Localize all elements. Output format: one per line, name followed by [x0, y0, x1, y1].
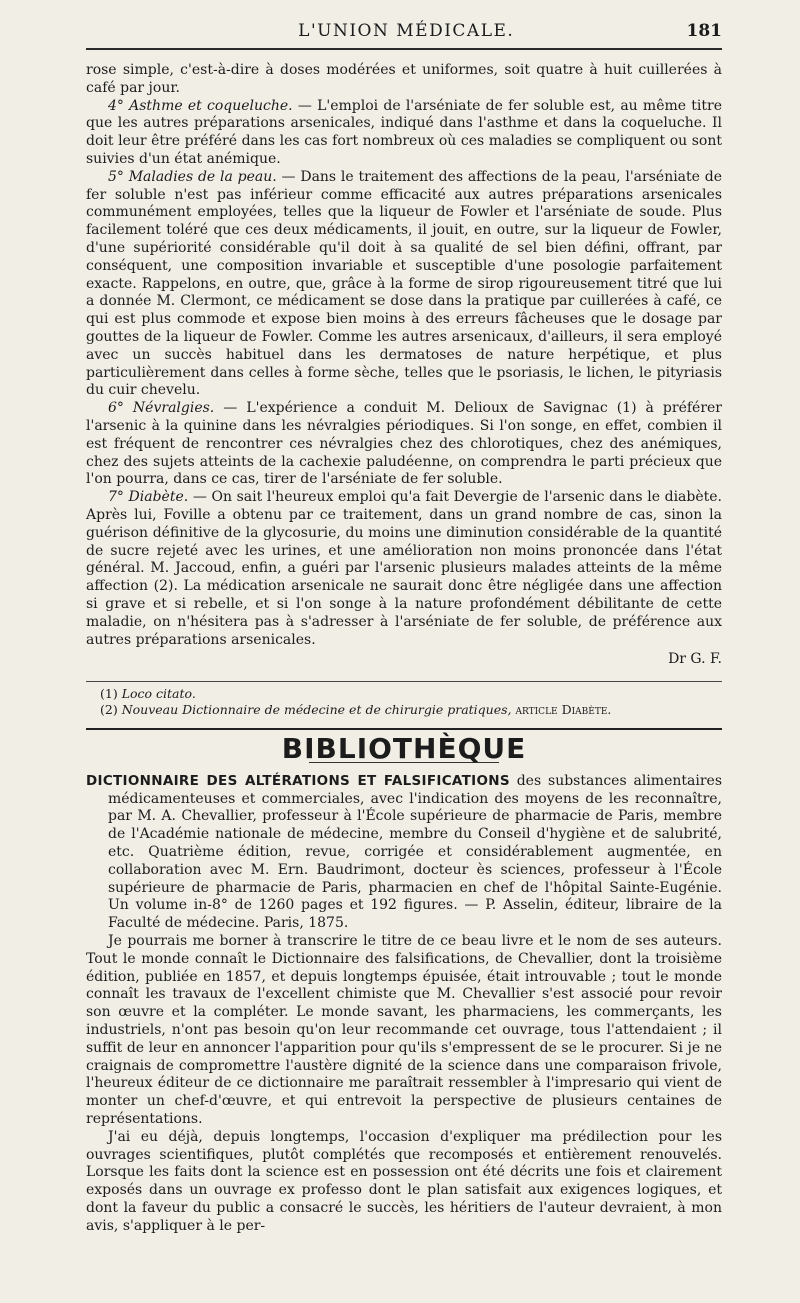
review-paragraph-2: J'ai eu déjà, depuis longtemps, l'occasion d'expliquer ma prédilection pour les ouvrages scientifiques, plutôt complétés que recomposés et entièrement renouvelés. Lorsque les faits dont la science est en possession ont été décrits une fois et clairement exposés dans un ouvrage ex professo dont le plan satisfait aux exigences logiques, et dont la faveur du public a consacré le succès, les héritiers de l'auteur devraient, à mon avis, s'appliquer à le per- [86, 1128, 722, 1234]
author-signature: Dr G. F. [668, 651, 722, 668]
running-header [86, 14, 722, 50]
section-label: 6° Névralgies. [108, 400, 215, 417]
footnotes [86, 681, 722, 718]
page-number: 181 [686, 21, 722, 41]
journal-title: L'UNION MÉDICALE. [298, 21, 515, 41]
section-text: — L'expérience a conduit M. Delioux de Savignac (1) à préférer l'arsenic à la quinine dans les névralgies périodiques. Si l'on songe, en effet, combien il est fréquent de rencontrer ces névralgies chez des chlorotiques, chez des anémiques, chez des sujets atteints de la cachexie paludéenne, on comprendra le parti précieux que l'on pourra, dans ce cas, tirer de l'arséniate de fer soluble. [86, 400, 723, 488]
section-peau [86, 169, 722, 400]
section-label: 7° Diabète. [108, 489, 189, 506]
section-text: — Dans le traitement des affections de la peau, l'arséniate de fer soluble n'est pas inférieur comme efficacité aux autres préparations arsenicales communément employées, telles que la liqueur de Fowler et l'arséniate de soude. Plus facilement toléré que ces deux médicaments, il jouit, en outre, sur la liqueur de Fowler, d'une supériorité considérable qu'il doit à sa qualité de sel bien défini, offrant, par conséquent, une composition invariable et susceptible d'une posologie parfaitement exacte. Rappelons, en outre, que, grâce à la forme de sirop rigoureusement titré que lui a donnée M. Clermont, ce médicament se dose dans la pratique par cuillerées à café, ce qui est plus commode et expose bien moins à des erreurs fâcheuses que le dosage par gouttes de la liqueur de Fowler. Comme les autres arsenicaux, d'ailleurs, il sera employé avec un succès habituel dans les dermatoses de nature herpétique, et plus particulièrement dans celles à forme sèche, telles que le psoriasis, le lichen, le pityriasis du cuir chevelu. [86, 168, 723, 399]
footnote-text: Nouveau Dictionnaire de médecine et de chirurgie pratiques, [121, 702, 512, 718]
footnote-2 [86, 702, 722, 718]
section-text: — L'emploi de l'arséniate de fer soluble est, au même titre que les autres préparations arsenicales, indiqué dans l'asthme et dans la coqueluche. Il doit leur être préféré dans les cas fort nombreux où ces maladies se compliquent ou sont suivies d'un état anémique. [86, 97, 722, 167]
section-diabete [86, 489, 722, 649]
section-text: — On sait l'heureux emploi qu'a fait Devergie de l'arsenic dans le diabète. Après lui, Foville a obtenu par ce traitement, dans un grand nombre de cas, sinon la guérison définitive de la glycosurie, du moins une diminution considérable de la quantité de sucre rejeté avec les urines, et une amélioration non moins prononcée dans l'état général. M. Jaccoud, enfin, a guéri par l'arsenic plusieurs malades atteints de la même affection (2). La médication arsenicale ne saurait donc être négligée dans une affection si grave et si rebelle, et si l'on songe à la nature profondément débilitante de cette maladie, on n'hésitera pas à s'adresser à l'arséniate de fer soluble, de préférence aux autres préparations arsenicales. [86, 489, 723, 648]
paragraph-continuation: rose simple, c'est-à-dire à doses modérées et uniformes, soit quatre à huit cuillerées à café par jour. [86, 62, 722, 96]
section-label: 4° Asthme et coqueluche. [108, 97, 293, 114]
section-divider [86, 728, 722, 730]
section-label: 5° Maladies de la peau. [108, 168, 277, 185]
footnote-text: Loco citato. [121, 686, 196, 702]
footnote-number: (2) [100, 702, 122, 718]
section-nevralgies [86, 400, 722, 489]
footnote-number: (1) [100, 686, 122, 702]
book-reference [86, 773, 722, 933]
review-paragraph-1: Je pourrais me borner à transcrire le titre de ce beau livre et le nom de ses auteurs. Tout le monde connaît le Dictionnaire des falsifications, de Chevallier, dont la troisième édition, publiée en 1857, et depuis longtemps épuisée, était introuvable ; tout le monde connaît les travaux de l'excellent chimiste que M. Chevallier s'est associé pour revoir son œuvre et la compléter. Le monde savant, les pharmaciens, les commerçants, les industriels, n'ont pas besoin qu'on leur recommande cet ouvrage, tous l'attendaient ; il suffit de leur en annoncer l'apparition pour qu'ils s'empressent de se le procurer. Si je ne craignais de compromettre l'austère dignité de la science dans une comparaison frivole, l'heureux éditeur de ce dictionnaire me paraîtrait ressembler à l'impresario qui vient de monter un chef-d'œuvre, et qui entrevoit la perspective de plusieurs centaines de représentations. [86, 933, 722, 1128]
footnote-tail: article Diabète. [511, 702, 612, 718]
main-text-column [86, 62, 722, 1236]
book-title: DICTIONNAIRE DES ALTÉRATIONS ET FALSIFICATIONS [86, 772, 510, 789]
footnote-1 [86, 686, 722, 702]
bibliography-heading: BIBLIOTHÈQUE [281, 732, 527, 766]
book-details: des substances alimentaires médicamenteuses et commerciales, avec l'indication des moyens de les reconnaître, par M. A. Chevallier, professeur à l'École supérieure de pharmacie de Paris, membre de l'Académie nationale de médecine, membre du Conseil d'hygiène et de salubrité, etc. Quatrième édition, revue, corrigée et considérablement augmentée, en collaboration avec M. Ern. Baudrimont, docteur ès sciences, professeur à l'École supérieure de pharmacie de Paris, pharmacien en chef de l'hôpital Sainte-Eugénie. Un volume in-8° de 1260 pages et 192 figures. — P. Asselin, éditeur, libraire de la Faculté de médecine. Paris, 1875. [108, 772, 722, 932]
section-asthme [86, 98, 722, 169]
